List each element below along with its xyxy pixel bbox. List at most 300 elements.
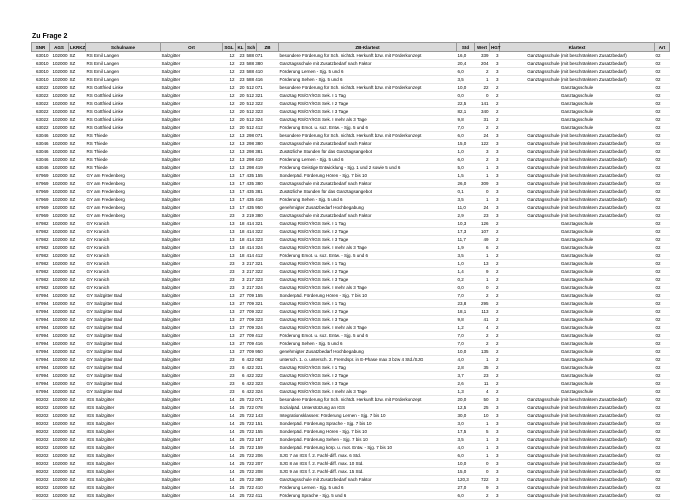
- table-cell: 63010: [32, 68, 50, 76]
- table-cell: SZ: [69, 404, 86, 412]
- table-cell: SZ: [69, 188, 86, 196]
- table-cell: 414 412: [246, 252, 279, 260]
- table-cell: Ganztag RS/GY/IGS Sek. I 1 Tag: [279, 92, 457, 100]
- table-cell: 2,8: [457, 364, 475, 372]
- table-cell: Salzgitter: [161, 156, 223, 164]
- table-cell: 14: [223, 428, 236, 436]
- table-cell: 80202: [32, 476, 50, 484]
- table-cell: 13: [236, 140, 246, 148]
- table-cell: 80202: [32, 436, 50, 444]
- table-cell: SZ: [69, 308, 86, 316]
- table-cell: Ganztag RS/GY/IGS Sek. I 2 Tage: [279, 100, 457, 108]
- table-cell: 67982: [32, 276, 50, 284]
- table-cell: 588 410: [246, 68, 279, 76]
- table-cell: 709 321: [246, 300, 279, 308]
- table-cell: 107: [475, 228, 490, 236]
- table-cell: 2: [490, 380, 500, 388]
- table-cell: 80202: [32, 428, 50, 436]
- table-cell: 722 206: [246, 452, 279, 460]
- table-cell: 102000: [50, 108, 69, 116]
- table-cell: 3: [490, 476, 500, 484]
- table-cell: RS Gottfried Linke: [86, 124, 161, 132]
- table-cell: 1: [475, 76, 490, 84]
- table-cell: 02: [655, 60, 670, 68]
- table-cell: 25: [236, 484, 246, 492]
- table-row: [32, 340, 670, 348]
- table-cell: 67982: [32, 284, 50, 292]
- table-cell: Salzgitter: [161, 452, 223, 460]
- table-cell: SZ: [69, 324, 86, 332]
- table-row: [32, 436, 670, 444]
- table-cell: 709 950: [246, 348, 279, 356]
- table-cell: 422 062: [246, 356, 279, 364]
- table-cell: 298 410: [246, 156, 279, 164]
- table-cell: SZ: [69, 196, 86, 204]
- table-cell: 11: [475, 380, 490, 388]
- table-cell: Zusätzliche Stunden für das Ganztagsangebot: [279, 188, 457, 196]
- table-cell: IGS Salzgitter: [86, 420, 161, 428]
- table-cell: SZ: [69, 356, 86, 364]
- table-row: [32, 188, 670, 196]
- table-cell: 102000: [50, 212, 69, 220]
- column-header: Klartext: [500, 43, 655, 52]
- table-cell: SZ: [69, 124, 86, 132]
- table-cell: GY Kranich: [86, 228, 161, 236]
- table-cell: 217 323: [246, 276, 279, 284]
- table-cell: 3: [490, 132, 500, 140]
- table-cell: 435 416: [246, 196, 279, 204]
- table-cell: 23: [475, 372, 490, 380]
- table-cell: 2: [490, 100, 500, 108]
- table-cell: 14: [223, 460, 236, 468]
- table-row: [32, 148, 670, 156]
- table-cell: 3: [490, 76, 500, 84]
- table-cell: IGS Salzgitter: [86, 404, 161, 412]
- table-cell: 6,0: [457, 452, 475, 460]
- table-cell: 102000: [50, 364, 69, 372]
- table-cell: Salzgitter: [161, 196, 223, 204]
- table-cell: 15,0: [457, 468, 475, 476]
- table-cell: 2: [490, 116, 500, 124]
- table-cell: 422 322: [246, 372, 279, 380]
- table-cell: 67982: [32, 268, 50, 276]
- table-cell: 02: [655, 476, 670, 484]
- table-cell: SZ: [69, 132, 86, 140]
- table-cell: 25: [236, 452, 246, 460]
- table-cell: GY Salzgitter Bad: [86, 372, 161, 380]
- table-cell: 1: [475, 196, 490, 204]
- table-cell: 63022: [32, 100, 50, 108]
- table-cell: Salzgitter: [161, 476, 223, 484]
- table-cell: SZ: [69, 364, 86, 372]
- table-cell: RS Thiede: [86, 164, 161, 172]
- column-header: ZB-Klartext: [279, 43, 457, 52]
- table-cell: Ganztag RS/GY/IGS Sek. I 3 Tage: [279, 316, 457, 324]
- table-row: [32, 252, 670, 260]
- table-cell: RS Emil Langen: [86, 60, 161, 68]
- table-cell: 1,2: [457, 324, 475, 332]
- table-cell: GY am Fredenberg: [86, 196, 161, 204]
- table-cell: 02: [655, 420, 670, 428]
- table-cell: Ganztag RS/GY/IGS Sek. I mehr als 3 Tage: [279, 324, 457, 332]
- table-cell: 3: [490, 484, 500, 492]
- table-cell: Ganztag RS/GY/IGS Sek. I 1 Tag: [279, 220, 457, 228]
- table-cell: 512 324: [246, 116, 279, 124]
- table-cell: Ganztagsschule: [500, 260, 655, 268]
- table-cell: SZ: [69, 92, 86, 100]
- table-cell: 17: [236, 196, 246, 204]
- table-cell: 23,8: [457, 300, 475, 308]
- table-cell: 31: [475, 116, 490, 124]
- table-cell: Salzgitter: [161, 412, 223, 420]
- table-cell: 102000: [50, 188, 69, 196]
- table-cell: 14: [223, 492, 236, 500]
- table-cell: 512 322: [246, 100, 279, 108]
- table-cell: Salzgitter: [161, 436, 223, 444]
- table-cell: 13: [223, 236, 236, 244]
- table-cell: Förderung Emot. u. soz. Entw. - Sjg. 5 und 6: [279, 332, 457, 340]
- table-cell: RS Thiede: [86, 140, 161, 148]
- table-cell: 102000: [50, 484, 69, 492]
- table-row: [32, 116, 670, 124]
- table-cell: 02: [655, 284, 670, 292]
- table-cell: 6,0: [457, 156, 475, 164]
- table-cell: 80202: [32, 492, 50, 500]
- table-cell: 23: [223, 284, 236, 292]
- table-cell: 13: [223, 316, 236, 324]
- table-cell: 67969: [32, 180, 50, 188]
- table-cell: 309: [475, 180, 490, 188]
- table-row: [32, 284, 670, 292]
- column-header: Schulname: [86, 43, 161, 52]
- table-cell: Salzgitter: [161, 428, 223, 436]
- table-cell: 67969: [32, 196, 50, 204]
- table-cell: 1: [475, 356, 490, 364]
- table-cell: 3: [490, 436, 500, 444]
- table-cell: 2: [490, 340, 500, 348]
- table-cell: 102000: [50, 268, 69, 276]
- table-cell: 4: [475, 388, 490, 396]
- table-cell: SZ: [69, 252, 86, 260]
- column-header: SGL: [224, 44, 234, 50]
- table-cell: 25: [236, 436, 246, 444]
- table-cell: 02: [655, 116, 670, 124]
- table-cell: Ganztagsschule (mit beschränktem Zusatzbedarf): [500, 156, 655, 164]
- table-cell: 3: [236, 284, 246, 292]
- table-cell: 02: [655, 84, 670, 92]
- table-cell: Salzgitter: [161, 140, 223, 148]
- table-cell: 2: [475, 68, 490, 76]
- table-cell: Ganztag RS/GY/IGS Sek. I 1 Tag: [279, 364, 457, 372]
- table-cell: 102000: [50, 252, 69, 260]
- table-cell: Ganztagsschule: [500, 340, 655, 348]
- table-cell: Salzgitter: [161, 484, 223, 492]
- table-cell: Salzgitter: [161, 420, 223, 428]
- table-cell: Ganztagsschule: [500, 284, 655, 292]
- table-cell: Ganztagsschule (mit beschränktem Zusatzbedarf): [500, 468, 655, 476]
- table-cell: Förderung Geistige Entwicklung - Sjg. 1 und 2 sowie 5 und 6: [279, 164, 457, 172]
- table-cell: Ganztagsschule: [500, 92, 655, 100]
- table-cell: 67994: [32, 364, 50, 372]
- table-cell: 722 380: [246, 476, 279, 484]
- table-cell: Salzgitter: [161, 76, 223, 84]
- table-row: [32, 420, 670, 428]
- table-cell: 3: [490, 204, 500, 212]
- table-cell: 0: [475, 188, 490, 196]
- table-cell: SZ: [69, 108, 86, 116]
- table-cell: 6: [475, 244, 490, 252]
- table-cell: 2: [490, 372, 500, 380]
- table-cell: 67994: [32, 300, 50, 308]
- table-cell: 25: [236, 492, 246, 500]
- table-cell: 23: [236, 52, 246, 60]
- table-cell: 67969: [32, 188, 50, 196]
- column-header: LKRKZ: [70, 44, 86, 50]
- table-cell: 18: [236, 228, 246, 236]
- table-cell: 217 321: [246, 260, 279, 268]
- table-cell: Ganztagsschule (mit beschränktem Zusatzbedarf): [500, 428, 655, 436]
- table-cell: Salzgitter: [161, 212, 223, 220]
- table-cell: GY am Fredenberg: [86, 172, 161, 180]
- table-row: [32, 444, 670, 452]
- table-cell: 3: [490, 68, 500, 76]
- table-cell: 6: [236, 380, 246, 388]
- table-cell: 2: [490, 92, 500, 100]
- table-cell: 23: [223, 268, 236, 276]
- table-cell: Sonderpäd. Förderung körp. u. mot. Entw. - Sjg. 7 bis 10: [279, 444, 457, 452]
- table-cell: 1: [475, 252, 490, 260]
- table-cell: 67994: [32, 292, 50, 300]
- table-cell: 722 410: [246, 484, 279, 492]
- table-cell: Förderung Lernen - Sjg. 5 und 6: [279, 484, 457, 492]
- table-cell: 80202: [32, 396, 50, 404]
- table-cell: Ganztagsschule: [500, 244, 655, 252]
- table-cell: Förderung Sprache - Sjg. 5 und 6: [279, 492, 457, 500]
- table-cell: 02: [655, 428, 670, 436]
- table-cell: 3: [490, 492, 500, 500]
- table-cell: 0: [475, 92, 490, 100]
- table-cell: Ganztagsschule (mit beschränktem Zusatzbedarf): [500, 164, 655, 172]
- table-cell: 709 155: [246, 292, 279, 300]
- table-cell: 27: [236, 300, 246, 308]
- table-cell: 23: [475, 212, 490, 220]
- table-cell: SZ: [69, 332, 86, 340]
- table-cell: 02: [655, 132, 670, 140]
- table-cell: 219 380: [246, 212, 279, 220]
- table-cell: 13: [223, 308, 236, 316]
- table-cell: 9: [475, 484, 490, 492]
- table-cell: Ganztagsschule: [500, 300, 655, 308]
- table-row: [32, 492, 670, 500]
- table-cell: GY Salzgitter Bad: [86, 348, 161, 356]
- table-cell: 13: [223, 244, 236, 252]
- table-cell: 02: [655, 180, 670, 188]
- table-cell: 1: [475, 444, 490, 452]
- table-cell: Salzgitter: [161, 324, 223, 332]
- table-cell: Salzgitter: [161, 260, 223, 268]
- table-cell: Ganztagsschule mit Zusatzbedarf nach Faktor: [279, 212, 457, 220]
- table-row: [32, 324, 670, 332]
- table-cell: Förderung Sehen - Sjg. 5 und 6: [279, 340, 457, 348]
- table-cell: besondere Förderung für Sch. nichtdt. Herkunft bzw. mit Förderkonzept: [279, 84, 457, 92]
- table-cell: 02: [655, 252, 670, 260]
- table-cell: 414 324: [246, 244, 279, 252]
- table-cell: Ganztagsschule (mit beschränktem Zusatzbedarf): [500, 492, 655, 500]
- table-cell: 722 208: [246, 468, 279, 476]
- table-cell: 15,0: [457, 140, 475, 148]
- table-cell: 63046: [32, 140, 50, 148]
- table-cell: 102000: [50, 100, 69, 108]
- table-cell: Ganztagsschule: [500, 108, 655, 116]
- table-cell: Ganztagsschule (mit beschränktem Zusatzbedarf): [500, 196, 655, 204]
- table-cell: Ganztagsschule mit Zusatzbedarf nach Faktor: [279, 476, 457, 484]
- table-cell: 20: [236, 100, 246, 108]
- table-cell: 2,9: [457, 212, 475, 220]
- table-cell: 3: [490, 212, 500, 220]
- table-cell: Förderung Lernen - Sjg. 5 und 6: [279, 156, 457, 164]
- table-cell: RS Gottfried Linke: [86, 92, 161, 100]
- table-cell: 27: [236, 332, 246, 340]
- table-cell: Sonderpäd. Förderung Hören - Sjg. 7 bis 10: [279, 428, 457, 436]
- table-cell: 02: [655, 68, 670, 76]
- table-cell: 0: [475, 468, 490, 476]
- table-cell: 102000: [50, 220, 69, 228]
- table-cell: 422 321: [246, 364, 279, 372]
- table-cell: SZ: [69, 452, 86, 460]
- table-cell: 25: [236, 428, 246, 436]
- table-cell: Salzgitter: [161, 388, 223, 396]
- table-cell: 7,0: [457, 340, 475, 348]
- table-cell: 435 950: [246, 204, 279, 212]
- table-cell: Sozialpäd. Unterstützung an IGS: [279, 404, 457, 412]
- table-cell: GY Kranich: [86, 268, 161, 276]
- table-cell: 3: [490, 148, 500, 156]
- table-cell: 126: [475, 220, 490, 228]
- table-cell: Ganztagsschule: [500, 380, 655, 388]
- table-cell: 67994: [32, 332, 50, 340]
- table-cell: 3: [490, 164, 500, 172]
- table-cell: Salzgitter: [161, 316, 223, 324]
- table-cell: 722 411: [246, 492, 279, 500]
- table-cell: SZ: [69, 340, 86, 348]
- table-cell: 23: [236, 60, 246, 68]
- table-row: [32, 52, 670, 60]
- table-cell: 102000: [50, 420, 69, 428]
- table-cell: 67994: [32, 324, 50, 332]
- table-cell: Ganztag RS/GY/IGS Sek. I 2 Tage: [279, 268, 457, 276]
- table-cell: 13: [236, 156, 246, 164]
- table-cell: SJG 9 an IGS f. 2. Fachl-diff. max. 15 Std.: [279, 468, 457, 476]
- table-cell: Ganztagsschule (mit beschränktem Zusatzbedarf): [500, 204, 655, 212]
- table-cell: Ganztagsschule: [500, 348, 655, 356]
- table-cell: 25: [236, 396, 246, 404]
- table-cell: 13: [223, 252, 236, 260]
- table-cell: SZ: [69, 228, 86, 236]
- column-header: Sch: [247, 44, 256, 50]
- table-cell: 80202: [32, 412, 50, 420]
- table-cell: GY Salzgitter Bad: [86, 300, 161, 308]
- table-cell: 67969: [32, 172, 50, 180]
- table-cell: 217 324: [246, 284, 279, 292]
- table-cell: 50: [475, 396, 490, 404]
- table-cell: 2: [490, 356, 500, 364]
- table-cell: 4,0: [457, 356, 475, 364]
- table-cell: 3,7: [457, 372, 475, 380]
- table-cell: 20: [236, 116, 246, 124]
- table-cell: 63022: [32, 108, 50, 116]
- table-cell: 2: [490, 220, 500, 228]
- table-cell: 722 207: [246, 460, 279, 468]
- table-cell: 17: [236, 172, 246, 180]
- table-cell: 16,0: [457, 52, 475, 60]
- table-cell: 67982: [32, 260, 50, 268]
- table-cell: 35: [475, 364, 490, 372]
- table-cell: 1: [475, 452, 490, 460]
- table-cell: 2: [490, 332, 500, 340]
- table-cell: 588 380: [246, 60, 279, 68]
- table-cell: 2: [475, 292, 490, 300]
- table-cell: 12: [223, 100, 236, 108]
- table-cell: Zusätzliche Stunden für das Ganztagsangebot: [279, 148, 457, 156]
- table-cell: Ganztagsschule: [500, 388, 655, 396]
- table-cell: 24: [475, 132, 490, 140]
- table-cell: 63046: [32, 148, 50, 156]
- table-cell: 722 151: [246, 420, 279, 428]
- table-cell: 102000: [50, 356, 69, 364]
- table-cell: 2: [490, 308, 500, 316]
- table-cell: 13: [223, 340, 236, 348]
- table-row: [32, 468, 670, 476]
- table-cell: Ganztagsschule: [500, 372, 655, 380]
- table-cell: Salzgitter: [161, 300, 223, 308]
- table-cell: 17: [236, 204, 246, 212]
- table-row: [32, 452, 670, 460]
- table-cell: Ganztagsschule (mit beschränktem Zusatzbedarf): [500, 476, 655, 484]
- table-cell: Salzgitter: [161, 92, 223, 100]
- table-cell: Salzgitter: [161, 124, 223, 132]
- table-row: [32, 220, 670, 228]
- table-cell: 80202: [32, 460, 50, 468]
- table-cell: 63046: [32, 156, 50, 164]
- table-cell: 12: [223, 156, 236, 164]
- table-cell: SZ: [69, 212, 86, 220]
- table-cell: 102000: [50, 332, 69, 340]
- table-cell: 722 143: [246, 412, 279, 420]
- table-cell: 67982: [32, 228, 50, 236]
- table-cell: Ganztag RS/GY/IGS Sek. I mehr als 3 Tage: [279, 244, 457, 252]
- table-cell: IGS Salzgitter: [86, 492, 161, 500]
- table-cell: 141: [475, 100, 490, 108]
- table-cell: 722 071: [246, 396, 279, 404]
- table-cell: 80202: [32, 444, 50, 452]
- table-cell: 18: [236, 236, 246, 244]
- table-cell: 67994: [32, 388, 50, 396]
- table-cell: Förderung Sehen - Sjg. 5 und 6: [279, 76, 457, 84]
- table-cell: 102000: [50, 236, 69, 244]
- table-cell: 722 157: [246, 436, 279, 444]
- table-cell: Ganztagsschule (mit beschränktem Zusatzbedarf): [500, 76, 655, 84]
- table-cell: 02: [655, 484, 670, 492]
- table-cell: 23: [223, 388, 236, 396]
- table-cell: 102000: [50, 300, 69, 308]
- table-cell: 3: [490, 140, 500, 148]
- table-cell: 02: [655, 276, 670, 284]
- table-cell: 102000: [50, 156, 69, 164]
- table-cell: SZ: [69, 140, 86, 148]
- table-cell: Salzgitter: [161, 60, 223, 68]
- table-cell: 102000: [50, 260, 69, 268]
- table-cell: SZ: [69, 116, 86, 124]
